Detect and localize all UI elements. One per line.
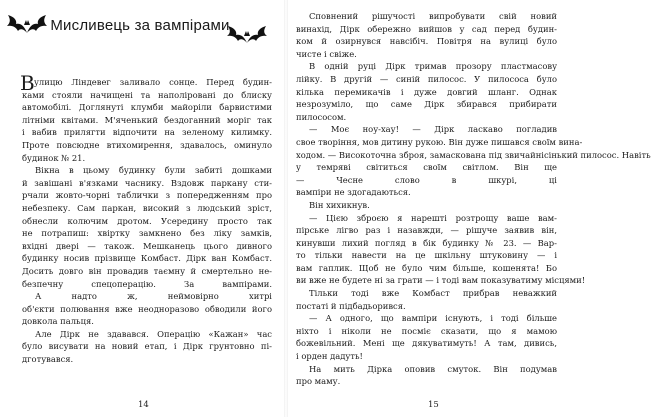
text-line: кинувши лихий погляд в бік будинку № 23. — Вар- — [296, 237, 557, 248]
text-line: Він хихикнув. — [309, 199, 370, 210]
text-line: — Чесне слово в шкурі, ці — [296, 174, 557, 185]
text-line: Сповнений рішучості випробувати свій новий — [309, 11, 557, 21]
text-line: пилососом. — [296, 111, 347, 122]
text-line: божевільний. Мені ще дякуватимуть! А там, дивись, — [296, 338, 557, 349]
text-line: вампіри не здогадаються. — [296, 187, 411, 198]
text-line: лійку. В другій — синій пилосос. У пилососа було — [296, 73, 557, 84]
text-line: пірське лігво раз і назавжди, — рішуче заявив він, — [296, 225, 557, 236]
text-line: було висувати на новий етап, і Дірк грунтовно пі- — [22, 341, 272, 352]
text-line: ходом. — Високоточна зброя, замаскована під звичайнісінький пилосос. Навіть — [296, 149, 651, 160]
text-line: Проте повсюдне втихомирення, здавалось, оминуло — [22, 139, 272, 150]
bat-icon — [6, 11, 48, 41]
text-line: будинок № 21. — [22, 152, 86, 163]
text-line: літніми квітами. М'яченький бездоганний моріг так — [22, 114, 272, 125]
text-line: довкола пальця. — [22, 316, 94, 327]
chapter-header — [0, 9, 286, 45]
text-line: постаті й підбадьорився. — [296, 300, 406, 311]
text-line: ніхто і ніколи не посміє сказати, що я мамою — [296, 325, 557, 336]
left-page-text — [20, 71, 272, 366]
text-line: чисте і свіже. — [296, 48, 357, 59]
text-line: ви вже не будете ні за грати — і тоді вам показуватиму місцями! — [296, 275, 586, 286]
text-line: ком й озирнувся навсібіч. Повітря на вулиці було — [296, 36, 557, 47]
text-line: — Моє ноу-хау! — Дірк ласкаво погладив — [309, 124, 557, 135]
text-line: Але Дірк не здавався. Операцію «Кажан» час — [35, 328, 272, 339]
text-line: кілька перемикачів і дуже довгий шланг. Однак — [296, 86, 557, 97]
text-line: вам гаплик. Щоб не було чим більше, кошенята! Бо — [296, 262, 557, 273]
text-line: винахід, Дірк обережно вийшов у сад перед будин- — [296, 23, 557, 34]
text-line: рчали жовто-чорні таблички з попередженням про — [22, 190, 272, 201]
chapter-title: Мисливець за вампірами — [50, 17, 230, 34]
text-line: — Цією зброєю я нарешті розтрощу ваше вам- — [309, 212, 557, 223]
text-line: дготувався. — [22, 354, 74, 365]
text-line: вхідні двері — також. Мешканець цього дивного — [22, 240, 272, 251]
text-line: безпечну спецоперацію. За вампірами. — [22, 278, 272, 289]
text-line: Досить довго він провадив таємну й смертельно не- — [22, 265, 272, 276]
text-line: Вікна в цьому будинку були забиті дошками — [35, 165, 272, 176]
text-line: небезпеку. Сам паркан, високий з людський зріст, — [22, 202, 272, 213]
text-line: Тільки тоді вже Комбаст прибрав неважкий — [309, 288, 557, 299]
text-line: ками стояли начищені та наполіровані до блиску — [22, 89, 272, 100]
text-line: і орден дадуть! — [296, 351, 363, 362]
text-line: то тільки навести на це шкільну штуковину — і — [296, 250, 557, 261]
right-page-text — [296, 10, 651, 388]
text-line: свое творіння, мов дитину рукою. Він дуже пишався своїм вина- — [296, 136, 583, 147]
text-line: й завішані в'язками часнику. Вздовж паркану сти- — [22, 177, 272, 188]
text-line: На мить Дірка оповив смуток. Він подумав — [309, 363, 557, 374]
text-line: у темряві світиться своїм світлом. Він ще — [296, 162, 557, 173]
text-line: незрозуміло, що саме Дірк збирався прибирати — [296, 99, 557, 110]
text-line: автомобілі. Доглянуті клумби майоріли барвистими — [22, 102, 272, 113]
text-line: обнесли колючим дротом. Усередину просто так — [22, 215, 272, 226]
text-line: — А одного, що вампіри існують, і тоді більше — [309, 313, 557, 324]
text-line: не потрапиш: хвіртку замкнено без ліку замків, — [22, 228, 272, 239]
text-line: і вабив прилягти відпочити на зеленому килимку. — [22, 127, 272, 138]
page-number: 15 — [428, 400, 439, 410]
text-line: В одній руці Дірк тримав прозору пластмасову — [309, 61, 557, 72]
right-page — [286, 0, 651, 417]
bat-icon — [226, 23, 268, 49]
text-line: об'єкти полювання вже неодноразово обводили його — [22, 303, 272, 314]
text-line: А надто ж, неймовірно хитрі — [35, 291, 272, 302]
text-line: про маму. — [296, 376, 341, 387]
drop-cap: В — [20, 71, 35, 95]
page-number: 14 — [138, 400, 149, 410]
text-line: будинку носив прізвище Комбаст. Дірк ван Комбаст. — [22, 253, 272, 264]
left-page — [0, 0, 286, 417]
text-line: В улицю Ліндевег заливало сонце. Перед будин- — [20, 71, 272, 95]
